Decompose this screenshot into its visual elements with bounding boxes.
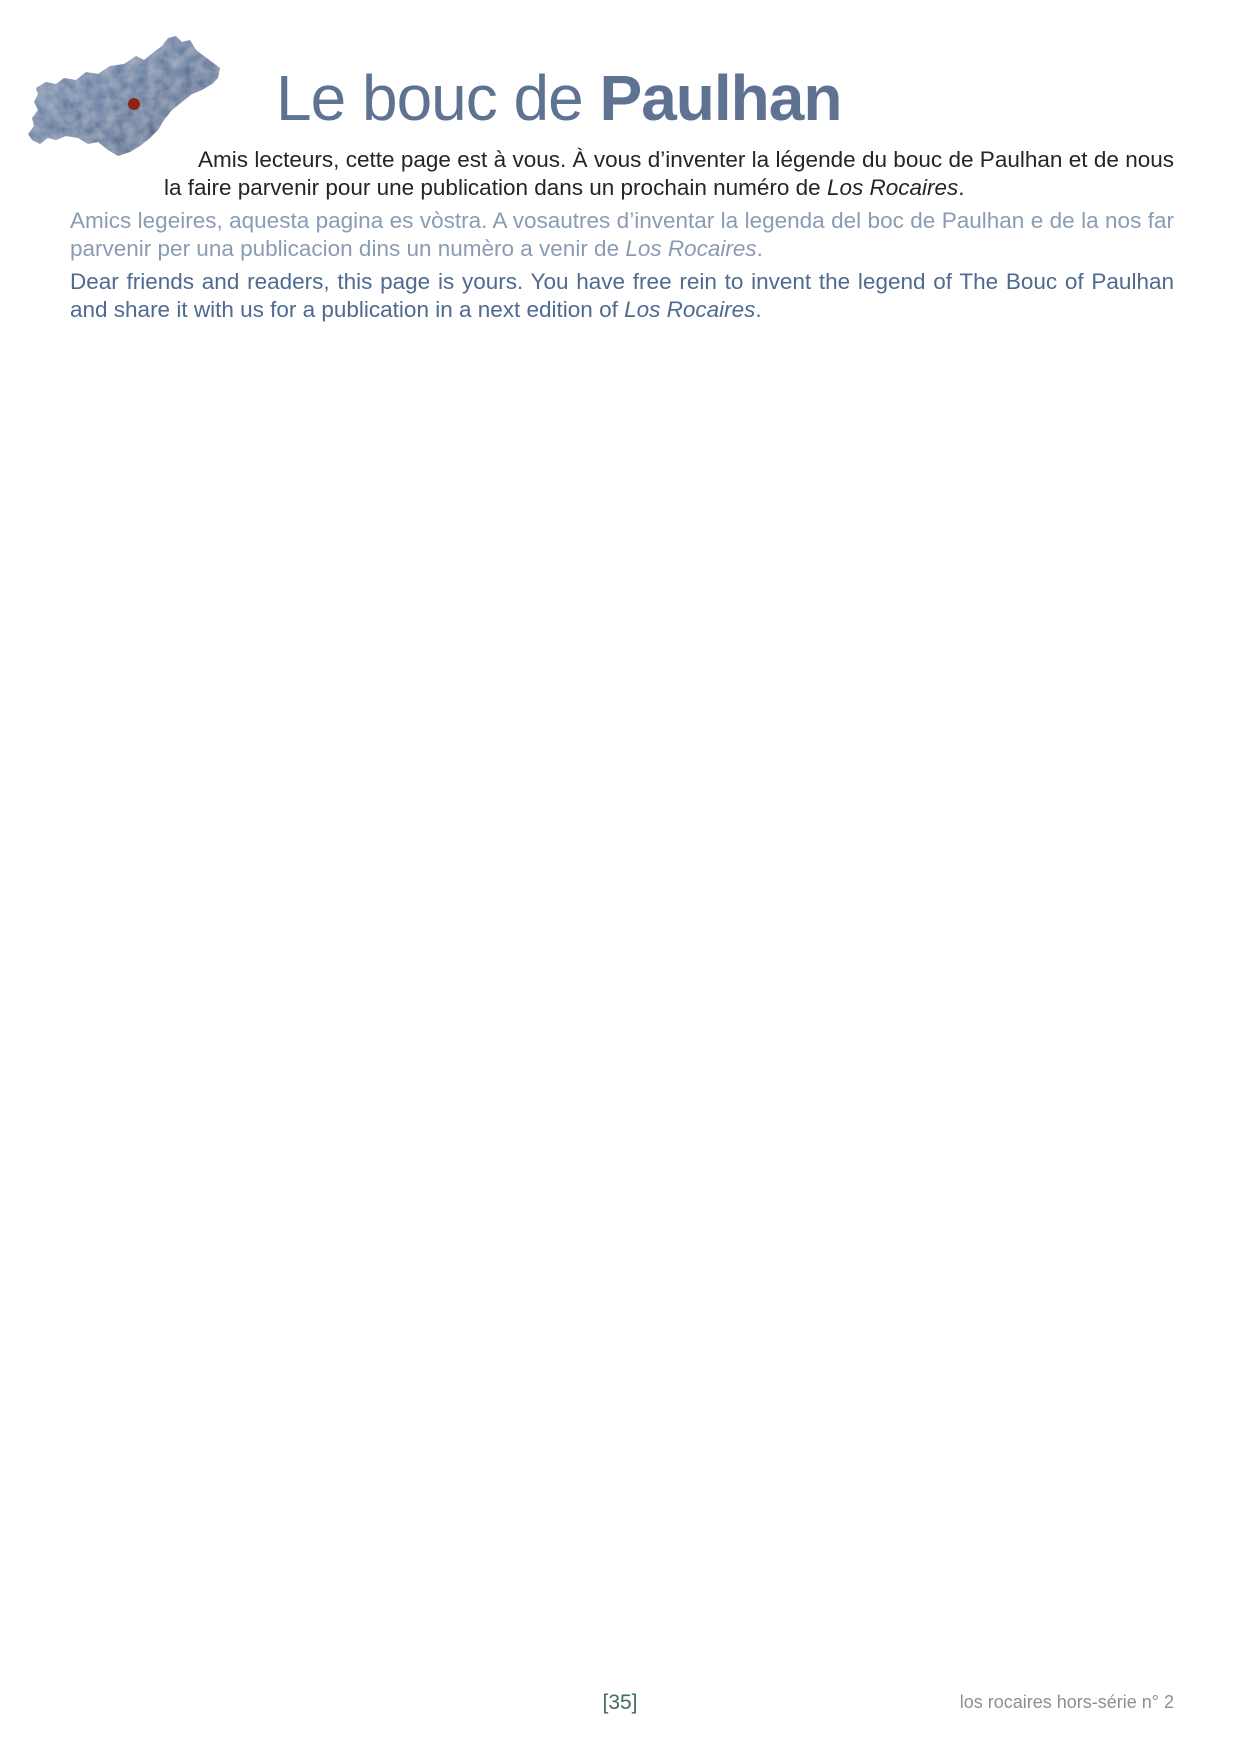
paragraph-french-italic: Los Rocaires bbox=[826, 175, 959, 200]
paragraph-occitan-text: Amics legeires, aquesta pagina es vòstra. A vosautres d’inventar la legenda del boc de Paulhan e de la nos far parvenir per una publicacion dins un numèro a venir de bbox=[70, 208, 1174, 261]
paragraph-english-italic: Los Rocaires bbox=[624, 297, 756, 322]
title-bold: Paulhan bbox=[599, 62, 842, 134]
paragraph-english-text: Dear friends and readers, this page is yours. You have free rein to invent the legend of The Bouc of Paulhan and share it with us for a publication in a next edition of bbox=[70, 269, 1174, 322]
paragraph-french bbox=[164, 146, 1174, 202]
paragraph-french-text: Amis lecteurs, cette page est à vous. À vous d’inventer la légende du bouc de Paulhan et de nous la faire parvenir pour une publication dans un prochain numéro de bbox=[164, 147, 1174, 200]
page-title bbox=[276, 58, 841, 138]
page-number: [35] bbox=[602, 1691, 638, 1714]
location-marker-icon bbox=[128, 98, 140, 110]
title-regular: Le bouc de bbox=[276, 62, 583, 134]
paragraph-occitan-italic: Los Rocaires bbox=[625, 236, 757, 261]
publication-footer: los rocaires hors-série n° 2 bbox=[959, 1692, 1174, 1712]
paragraph-french-end: . bbox=[958, 175, 965, 200]
paragraph-occitan bbox=[70, 207, 1174, 263]
paragraph-occitan-end: . bbox=[756, 236, 763, 261]
paragraph-english bbox=[70, 268, 1174, 324]
paragraph-english-end: . bbox=[755, 297, 762, 322]
